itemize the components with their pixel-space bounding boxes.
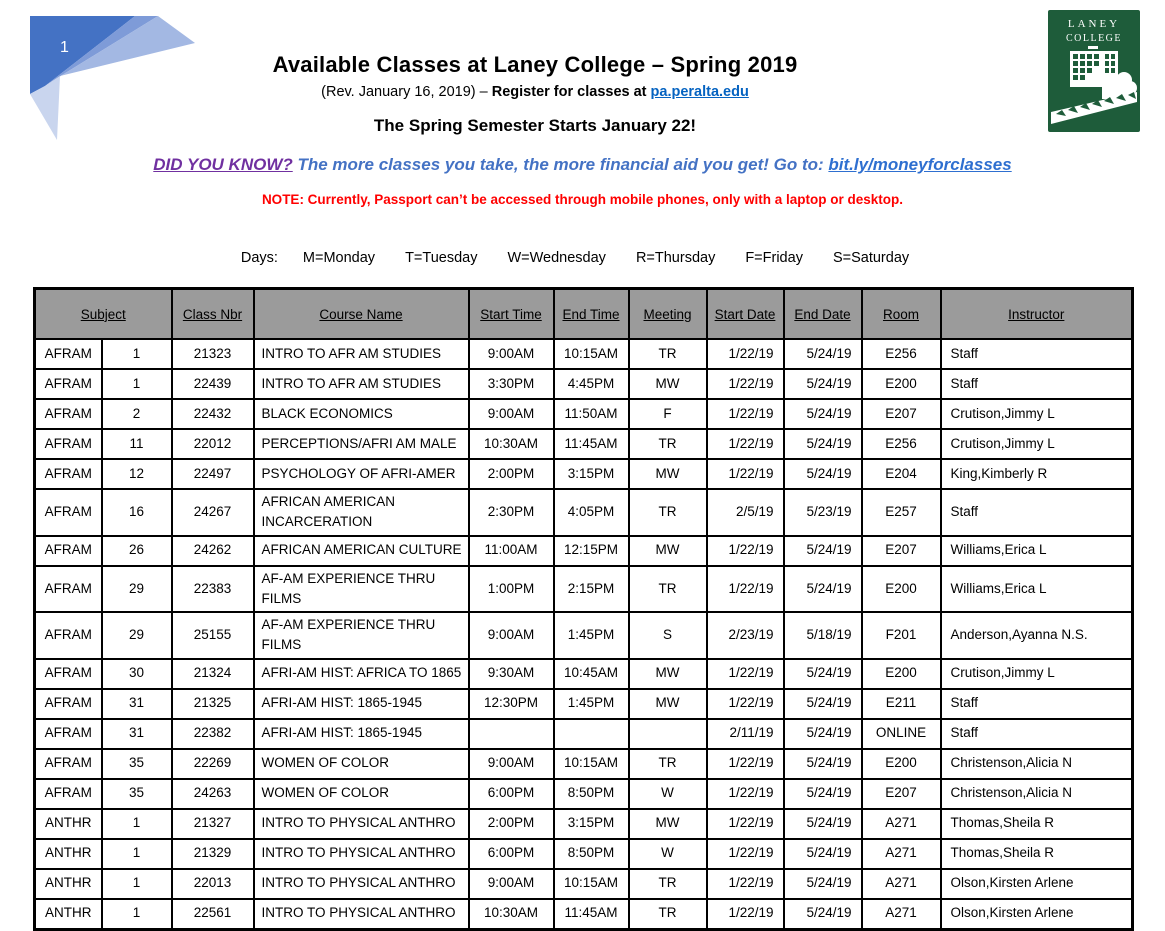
table-cell: AFRI-AM HIST: 1865-1945 <box>254 719 469 749</box>
table-cell: TR <box>629 869 707 899</box>
table-cell: INTRO TO AFR AM STUDIES <box>254 369 469 399</box>
table-cell: 9:00AM <box>469 612 554 659</box>
table-cell: 22497 <box>172 459 254 489</box>
table-cell: E207 <box>862 536 941 566</box>
table-cell: 10:30AM <box>469 899 554 930</box>
days-legend-label: Days: <box>240 250 278 266</box>
legend-item: T=Tuesday <box>405 250 478 266</box>
moneyforclasses-link[interactable]: bit.ly/moneyforclasses <box>828 155 1012 174</box>
passport-note: NOTE: Currently, Passport can’t be accessed through mobile phones, only with a laptop or desktop. <box>261 192 904 207</box>
table-cell: Staff <box>941 489 1133 536</box>
table-cell: WOMEN OF COLOR <box>254 749 469 779</box>
table-cell: 1:45PM <box>554 612 629 659</box>
did-you-know-line <box>0 155 1165 175</box>
table-cell: 11 <box>102 429 172 459</box>
table-cell: MW <box>629 689 707 719</box>
page-title: Available Classes at Laney College – Spring 2019 <box>272 52 798 77</box>
table-cell: AFRAM <box>35 536 102 566</box>
table-cell: 12:30PM <box>469 689 554 719</box>
table-cell: WOMEN OF COLOR <box>254 779 469 809</box>
table-cell: 8:50PM <box>554 779 629 809</box>
table-cell <box>629 719 707 749</box>
table-cell: 1:45PM <box>554 689 629 719</box>
table-cell: BLACK ECONOMICS <box>254 399 469 429</box>
table-cell: 5/23/19 <box>784 489 862 536</box>
column-header-start-time: Start Time <box>469 289 554 340</box>
table-cell: Staff <box>941 719 1133 749</box>
table-cell: Anderson,Ayanna N.S. <box>941 612 1133 659</box>
class-table-body <box>35 339 1133 929</box>
table-cell: 3:30PM <box>469 369 554 399</box>
table-cell: 5/24/19 <box>784 566 862 613</box>
table-cell: 16 <box>102 489 172 536</box>
table-row <box>35 869 1133 899</box>
table-cell: Staff <box>941 339 1133 369</box>
table-cell: 9:00AM <box>469 869 554 899</box>
table-cell: TR <box>629 899 707 930</box>
table-cell: 26 <box>102 536 172 566</box>
semester-start-line: The Spring Semester Starts January 22! <box>373 116 697 135</box>
table-cell: E200 <box>862 566 941 613</box>
table-cell: 1 <box>102 869 172 899</box>
table-cell: AFRAM <box>35 399 102 429</box>
table-cell: E256 <box>862 339 941 369</box>
table-cell: A271 <box>862 839 941 869</box>
table-cell: 4:45PM <box>554 369 629 399</box>
table-cell: 22432 <box>172 399 254 429</box>
table-cell: A271 <box>862 869 941 899</box>
table-cell: 1/22/19 <box>707 749 784 779</box>
table-cell: A271 <box>862 809 941 839</box>
table-cell: 10:15AM <box>554 749 629 779</box>
table-cell: 2:15PM <box>554 566 629 613</box>
table-cell: ANTHR <box>35 899 102 930</box>
table-cell: 5/24/19 <box>784 869 862 899</box>
table-cell: AF-AM EXPERIENCE THRU FILMS <box>254 566 469 613</box>
table-cell <box>469 719 554 749</box>
table-cell: Thomas,Sheila R <box>941 809 1133 839</box>
table-cell: 21324 <box>172 659 254 689</box>
table-cell: 12 <box>102 459 172 489</box>
table-cell: Christenson,Alicia N <box>941 779 1133 809</box>
table-row <box>35 839 1133 869</box>
table-cell: MW <box>629 659 707 689</box>
table-cell: 10:45AM <box>554 659 629 689</box>
column-header-class-nbr: Class Nbr <box>172 289 254 340</box>
table-cell: F <box>629 399 707 429</box>
table-cell: E211 <box>862 689 941 719</box>
did-you-know-label: DID YOU KNOW? <box>153 155 293 174</box>
table-cell: 2 <box>102 399 172 429</box>
legend-item: W=Wednesday <box>507 250 606 266</box>
column-header-end-date: End Date <box>784 289 862 340</box>
table-cell: 10:30AM <box>469 429 554 459</box>
table-cell: 24262 <box>172 536 254 566</box>
table-cell: 12:15PM <box>554 536 629 566</box>
table-cell: 22439 <box>172 369 254 399</box>
table-cell: 22269 <box>172 749 254 779</box>
table-cell: E207 <box>862 779 941 809</box>
table-cell: E200 <box>862 659 941 689</box>
table-cell: AFRAM <box>35 369 102 399</box>
table-cell: E207 <box>862 399 941 429</box>
table-cell: AFRAM <box>35 489 102 536</box>
table-cell: 5/24/19 <box>784 459 862 489</box>
table-cell: E200 <box>862 749 941 779</box>
legend-item: S=Saturday <box>832 250 910 266</box>
table-cell: 1/22/19 <box>707 839 784 869</box>
class-table-header-row <box>35 289 1133 340</box>
table-cell: 11:45AM <box>554 899 629 930</box>
table-row <box>35 536 1133 566</box>
table-cell: Staff <box>941 369 1133 399</box>
table-cell: TR <box>629 489 707 536</box>
table-cell: 31 <box>102 689 172 719</box>
table-cell: 29 <box>102 612 172 659</box>
table-cell: Olson,Kirsten Arlene <box>941 899 1133 930</box>
table-cell: King,Kimberly R <box>941 459 1133 489</box>
table-cell: Staff <box>941 689 1133 719</box>
table-cell: MW <box>629 536 707 566</box>
table-row <box>35 749 1133 779</box>
table-cell: Christenson,Alicia N <box>941 749 1133 779</box>
table-cell: ANTHR <box>35 869 102 899</box>
table-cell: AFRAM <box>35 429 102 459</box>
table-cell: 9:00AM <box>469 749 554 779</box>
table-row <box>35 779 1133 809</box>
table-cell: 5/24/19 <box>784 719 862 749</box>
table-cell: 9:00AM <box>469 399 554 429</box>
column-header-room: Room <box>862 289 941 340</box>
table-cell: 21325 <box>172 689 254 719</box>
table-cell: 9:00AM <box>469 339 554 369</box>
table-cell: AFRAM <box>35 749 102 779</box>
table-row <box>35 719 1133 749</box>
table-cell: 5/24/19 <box>784 536 862 566</box>
did-you-know-text: The more classes you take, the more financial aid you get! Go to: <box>292 155 829 174</box>
table-cell: 1/22/19 <box>707 869 784 899</box>
table-cell: 1 <box>102 839 172 869</box>
document-header <box>0 52 1070 136</box>
table-cell: MW <box>629 369 707 399</box>
table-cell: AFRAM <box>35 612 102 659</box>
table-row <box>35 399 1133 429</box>
table-cell: A271 <box>862 899 941 930</box>
table-cell: 22012 <box>172 429 254 459</box>
table-cell: 30 <box>102 659 172 689</box>
table-cell: INTRO TO PHYSICAL ANTHRO <box>254 809 469 839</box>
table-cell: 1/22/19 <box>707 899 784 930</box>
table-row <box>35 566 1133 613</box>
table-cell: 1 <box>102 369 172 399</box>
table-cell: AFRAM <box>35 659 102 689</box>
days-legend-items <box>288 250 924 266</box>
table-cell: 1 <box>102 809 172 839</box>
table-cell: AFRAM <box>35 689 102 719</box>
column-header-meeting: Meeting <box>629 289 707 340</box>
table-cell: Crutison,Jimmy L <box>941 399 1133 429</box>
column-header-course-name: Course Name <box>254 289 469 340</box>
column-header-subject: Subject <box>35 289 172 340</box>
table-cell: AFRI-AM HIST: AFRICA TO 1865 <box>254 659 469 689</box>
table-cell: AFRAM <box>35 779 102 809</box>
table-cell: S <box>629 612 707 659</box>
table-cell: 1/22/19 <box>707 689 784 719</box>
table-cell: 11:45AM <box>554 429 629 459</box>
table-cell: 5/24/19 <box>784 809 862 839</box>
table-cell: 22013 <box>172 869 254 899</box>
table-cell: AF-AM EXPERIENCE THRU FILMS <box>254 612 469 659</box>
table-cell: 5/24/19 <box>784 779 862 809</box>
table-cell: 22383 <box>172 566 254 613</box>
table-cell: 5/24/19 <box>784 399 862 429</box>
table-cell: Williams,Erica L <box>941 536 1133 566</box>
table-cell: 11:00AM <box>469 536 554 566</box>
table-cell: 24267 <box>172 489 254 536</box>
table-cell: 31 <box>102 719 172 749</box>
table-cell: 9:30AM <box>469 659 554 689</box>
table-cell: 5/24/19 <box>784 659 862 689</box>
table-cell: INTRO TO PHYSICAL ANTHRO <box>254 869 469 899</box>
logo-line2: COLLEGE <box>1065 33 1123 44</box>
table-cell: AFRAM <box>35 459 102 489</box>
table-cell: 3:15PM <box>554 809 629 839</box>
table-cell: E200 <box>862 369 941 399</box>
table-cell: 35 <box>102 779 172 809</box>
table-cell: 4:05PM <box>554 489 629 536</box>
table-cell: 2:30PM <box>469 489 554 536</box>
table-cell: E256 <box>862 429 941 459</box>
table-cell: 1/22/19 <box>707 399 784 429</box>
table-cell: AFRICAN AMERICAN INCARCERATION <box>254 489 469 536</box>
table-cell: 1/22/19 <box>707 369 784 399</box>
table-cell: Thomas,Sheila R <box>941 839 1133 869</box>
table-cell: MW <box>629 809 707 839</box>
table-cell: 5/24/19 <box>784 429 862 459</box>
table-cell: Crutison,Jimmy L <box>941 429 1133 459</box>
table-cell: 5/24/19 <box>784 369 862 399</box>
table-cell: 2:00PM <box>469 809 554 839</box>
table-cell: 5/24/19 <box>784 749 862 779</box>
table-cell: AFRICAN AMERICAN CULTURE <box>254 536 469 566</box>
table-cell: TR <box>629 339 707 369</box>
column-header-start-date: Start Date <box>707 289 784 340</box>
table-cell: 10:15AM <box>554 869 629 899</box>
table-cell: 5/24/19 <box>784 689 862 719</box>
table-cell <box>554 719 629 749</box>
table-cell: 2/11/19 <box>707 719 784 749</box>
table-cell: 1/22/19 <box>707 339 784 369</box>
table-cell: W <box>629 779 707 809</box>
table-row <box>35 339 1133 369</box>
column-header-instructor: Instructor <box>941 289 1133 340</box>
table-row <box>35 489 1133 536</box>
legend-item: M=Monday <box>302 250 376 266</box>
table-cell: INTRO TO AFR AM STUDIES <box>254 339 469 369</box>
table-cell: 24263 <box>172 779 254 809</box>
table-cell: 10:15AM <box>554 339 629 369</box>
table-cell: W <box>629 839 707 869</box>
table-row <box>35 612 1133 659</box>
table-cell: 25155 <box>172 612 254 659</box>
table-row <box>35 369 1133 399</box>
table-cell: 6:00PM <box>469 839 554 869</box>
legend-item: F=Friday <box>745 250 803 266</box>
table-row <box>35 429 1133 459</box>
table-cell: 2/23/19 <box>707 612 784 659</box>
table-cell: E257 <box>862 489 941 536</box>
table-cell: ONLINE <box>862 719 941 749</box>
table-cell: Olson,Kirsten Arlene <box>941 869 1133 899</box>
table-cell: INTRO TO PHYSICAL ANTHRO <box>254 839 469 869</box>
table-row <box>35 809 1133 839</box>
page-number: 1 <box>60 39 69 56</box>
table-cell: ANTHR <box>35 839 102 869</box>
table-cell: 22561 <box>172 899 254 930</box>
column-header-end-time: End Time <box>554 289 629 340</box>
table-cell: 1/22/19 <box>707 429 784 459</box>
register-text: Register for classes at <box>491 84 651 100</box>
table-cell: TR <box>629 429 707 459</box>
table-row <box>35 459 1133 489</box>
table-cell: 22382 <box>172 719 254 749</box>
table-cell: PSYCHOLOGY OF AFRI-AMER <box>254 459 469 489</box>
table-cell: Williams,Erica L <box>941 566 1133 613</box>
table-cell: TR <box>629 566 707 613</box>
days-legend <box>0 250 1165 266</box>
table-cell: 11:50AM <box>554 399 629 429</box>
table-cell: 1/22/19 <box>707 566 784 613</box>
class-table <box>33 287 1134 931</box>
table-cell: MW <box>629 459 707 489</box>
table-cell: 1:00PM <box>469 566 554 613</box>
table-cell: 6:00PM <box>469 779 554 809</box>
table-cell: AFRI-AM HIST: 1865-1945 <box>254 689 469 719</box>
table-cell: 8:50PM <box>554 839 629 869</box>
table-cell: 5/24/19 <box>784 839 862 869</box>
table-cell: ANTHR <box>35 809 102 839</box>
table-cell: 1/22/19 <box>707 659 784 689</box>
table-cell: 1/22/19 <box>707 779 784 809</box>
table-cell: 1 <box>102 339 172 369</box>
table-cell: 5/24/19 <box>784 899 862 930</box>
table-row <box>35 899 1133 930</box>
table-cell: AFRAM <box>35 566 102 613</box>
table-cell: 29 <box>102 566 172 613</box>
table-cell: 1/22/19 <box>707 459 784 489</box>
logo-line1: LANEY <box>1067 18 1121 30</box>
class-table-container <box>33 287 1134 931</box>
table-cell: 5/18/19 <box>784 612 862 659</box>
table-cell: 1/22/19 <box>707 809 784 839</box>
table-cell: Crutison,Jimmy L <box>941 659 1133 689</box>
table-cell: INTRO TO PHYSICAL ANTHRO <box>254 899 469 930</box>
table-cell: 5/24/19 <box>784 339 862 369</box>
table-cell: AFRAM <box>35 339 102 369</box>
table-cell: E204 <box>862 459 941 489</box>
table-cell: F201 <box>862 612 941 659</box>
table-cell: 1/22/19 <box>707 536 784 566</box>
table-cell: 2/5/19 <box>707 489 784 536</box>
revision-text: (Rev. January 16, 2019) – <box>321 84 492 100</box>
revision-line <box>0 84 1070 100</box>
table-cell: 3:15PM <box>554 459 629 489</box>
table-row <box>35 659 1133 689</box>
table-cell: 21327 <box>172 809 254 839</box>
table-cell: 21329 <box>172 839 254 869</box>
table-row <box>35 689 1133 719</box>
table-cell: PERCEPTIONS/AFRI AM MALE <box>254 429 469 459</box>
table-cell: 35 <box>102 749 172 779</box>
table-cell: TR <box>629 749 707 779</box>
table-cell: 2:00PM <box>469 459 554 489</box>
table-cell: 1 <box>102 899 172 930</box>
table-cell: AFRAM <box>35 719 102 749</box>
peralta-link[interactable]: pa.peralta.edu <box>650 84 749 100</box>
legend-item: R=Thursday <box>635 250 716 266</box>
table-cell: 21323 <box>172 339 254 369</box>
